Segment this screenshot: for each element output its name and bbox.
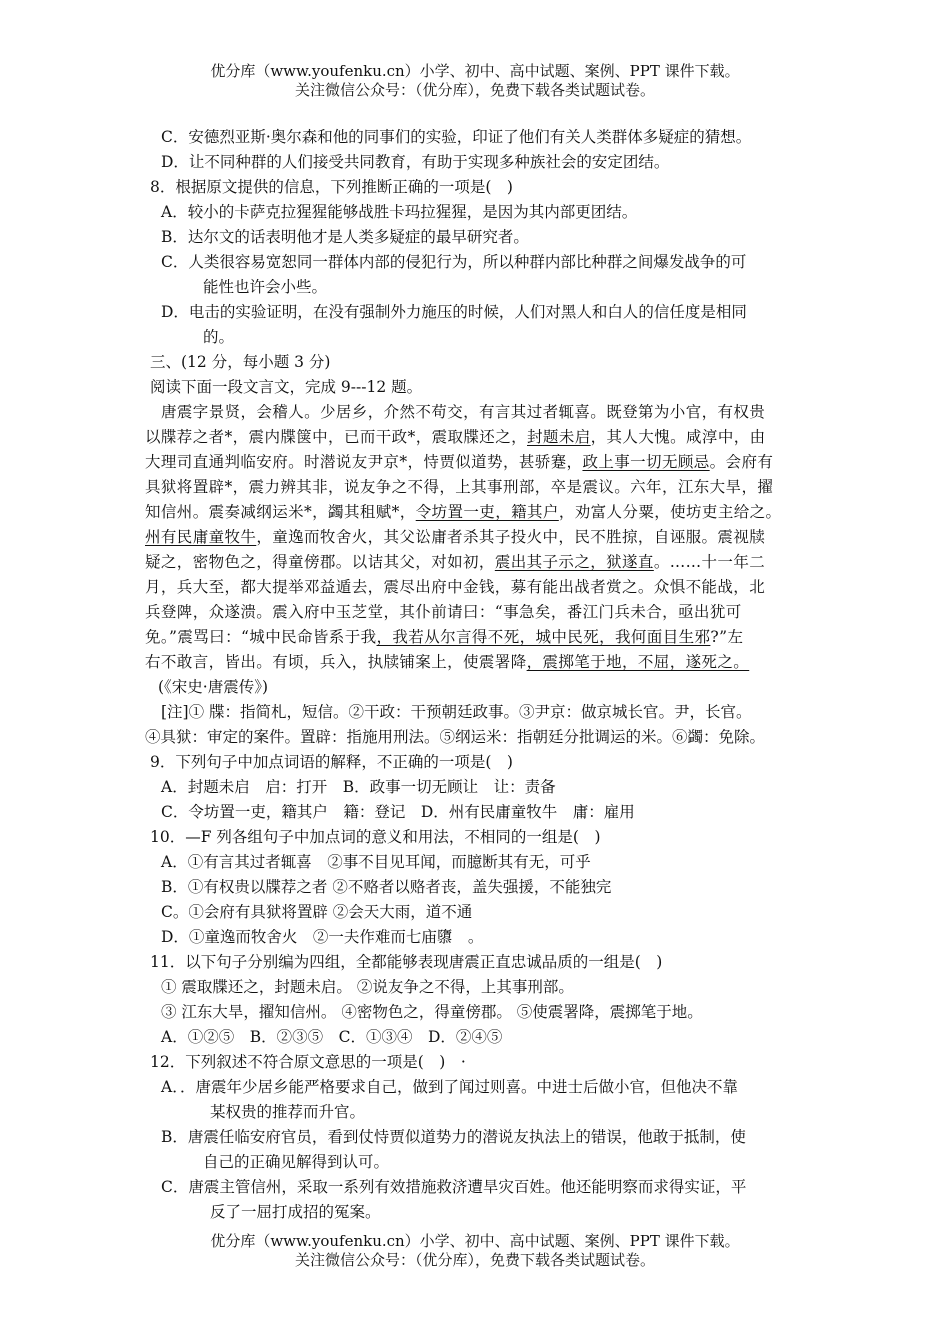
q12-option-a-line2: 某权贵的推荐而升官。 bbox=[210, 1103, 366, 1121]
q12-option-a-line1: A．．唐震年少居乡能严格要求自己，做到了闻过则喜。中进士后做小官，但他决不靠 bbox=[161, 1078, 738, 1096]
passage-text: ，劝富人分粟，使坊吏主给之。 bbox=[558, 503, 782, 521]
passage-line-5 bbox=[145, 501, 781, 523]
q9-options-ab: A．封题未启 启：打开 B．政事一切无顾让 让：责备 bbox=[161, 778, 556, 796]
footer-line-1: 优分库（www.youfenku.cn）小学、初中、高中试题、案例、PPT 课件下载。 bbox=[210, 1232, 740, 1250]
passage-text: 。会府有 bbox=[709, 453, 774, 471]
section-3-title: 三、(12 分，每小题 3 分) bbox=[150, 353, 331, 371]
q8-stem: 8．根据原文提供的信息，下列推断正确的一项是( ) bbox=[150, 178, 513, 196]
q8-option-c-line2: 能性也许会小些。 bbox=[203, 278, 328, 296]
q10-option-c: C。①会府有具狱将置辟 ②会天大雨，道不通 bbox=[161, 903, 473, 921]
passage-text: 右不敢言，皆出。有顷，兵入，执牍铺案上，使震署降 bbox=[145, 653, 527, 671]
passage-note-1: [注]① 牒：指简札，短信。②干政：干预朝廷政事。③尹京：做京城长官。尹，长官。 bbox=[161, 703, 752, 721]
q10-option-a: A．①有言其过者辄喜 ②事不目见耳闻，而臆断其有无，可乎 bbox=[161, 853, 591, 871]
passage-text: 免。”震骂曰：“城中民命皆系于我 bbox=[145, 628, 377, 646]
q8-option-d-line2: 的。 bbox=[203, 328, 235, 346]
underlined-phrase: ，我若从尔言得不死，城中民死，我何面目生邪 bbox=[376, 628, 711, 646]
header-line-2: 关注微信公众号：（优分库），免费下载各类试题试卷。 bbox=[294, 81, 655, 99]
q12-option-b-line2: 自己的正确见解得到认可。 bbox=[203, 1153, 390, 1171]
passage-line-7 bbox=[145, 551, 765, 573]
passage-line-3 bbox=[145, 451, 773, 473]
passage-line-8: 月，兵大至，都大提举邓益遁去，震尽出府中金钱，募有能出战者赏之。众惧不能战，北 bbox=[145, 578, 766, 596]
underlined-phrase: 震出其子示之，狱遂直 bbox=[494, 553, 654, 571]
passage-text: 大理司直通判临安府。时潜说友尹京*，恃贾似道势，甚骄蹇， bbox=[145, 453, 583, 471]
q12-option-c-line1: C．唐震主管信州，采取一系列有效措施救济遭旱灾百姓。他还能明察而求得实证，平 bbox=[161, 1178, 747, 1196]
q8-option-c-line1: C．人类很容易宽恕同一群体内部的侵犯行为，所以种群内部比种群之间爆发战争的可 bbox=[161, 253, 747, 271]
passage-note-2: ④具狱：审定的案件。置辟：指施用刑法。⑤纲运米：指朝廷分批调运的米。⑥蠲：免除。 bbox=[145, 728, 766, 746]
passage-text: ，童逸而牧舍火，其父讼庸者杀其子投火中，民不胜掠，自诬服。震视牍 bbox=[256, 528, 766, 546]
passage-line-6 bbox=[145, 526, 765, 548]
page-header bbox=[0, 62, 950, 100]
q12-option-b-line1: B．唐震任临安府官员，看到仗恃贾似道势力的潜说友执法上的错误，他敢于抵制，使 bbox=[161, 1128, 746, 1146]
q8-option-a: A．较小的卡萨克拉猩猩能够战胜卡玛拉猩猩，是因为其内部更团结。 bbox=[161, 203, 638, 221]
underlined-phrase: 州有民庸童牧牛 bbox=[145, 528, 257, 546]
q8-option-d-line1: D．电击的实验证明，在没有强制外力施压的时候，人们对黑人和白人的信任度是相同 bbox=[161, 303, 747, 321]
page-footer bbox=[0, 1232, 950, 1270]
q9-options-cd: C．令坊置一吏，籍其户 籍：登记 D．州有民庸童牧牛 庸：雇用 bbox=[161, 803, 635, 821]
q8-option-b: B．达尔文的话表明他才是人类多疑症的最早研究者。 bbox=[161, 228, 529, 246]
underlined-phrase: 令坊置一吏，籍其户 bbox=[415, 503, 559, 521]
q7-option-c: C．安德烈亚斯·奥尔森和他的同事们的实验，印证了他们有关人类群体多疑症的猜想。 bbox=[161, 128, 752, 146]
q11-options: A．①②⑤ B．②③⑤ C．①③④ D．②④⑤ bbox=[161, 1028, 503, 1046]
q10-option-d: D．①童逸而牧舍火 ②一夫作难而七庙隳 。 bbox=[161, 928, 484, 946]
q12-option-c-line2: 反了一屈打成招的冤案。 bbox=[210, 1203, 381, 1221]
q11-row-1: ① 震取牒还之，封题未启。 ②说友争之不得，上其事刑部。 bbox=[161, 978, 574, 996]
passage-text: 。……十一年二 bbox=[653, 553, 766, 571]
passage-source: (《宋史·唐震传》) bbox=[158, 678, 269, 696]
passage-line-11 bbox=[145, 651, 749, 673]
q11-row-2: ③ 江东大旱，擢知信州。 ④密物色之，得童傍郡。 ⑤使震署降，震掷笔于地。 bbox=[161, 1003, 703, 1021]
passage-text: ?”左 bbox=[710, 628, 744, 646]
passage-line-10 bbox=[145, 626, 743, 648]
q10-option-b: B．①有权贵以牒荐之者 ②不赂者以赂者丧，盖失强援，不能独完 bbox=[161, 878, 612, 896]
q11-stem: 11．以下句子分别编为四组，全都能够表现唐震正直忠诚品质的一组是( ) bbox=[150, 953, 663, 971]
underlined-phrase: ，震掷笔于地，不屈，遂死之。 bbox=[526, 653, 750, 671]
q12-stem: 12．下列叙述不符合原文意思的一项是( ) · bbox=[150, 1053, 466, 1071]
underlined-phrase: 封题未启 bbox=[527, 428, 591, 446]
passage-line-9: 兵登陴，众遂溃。震入府中玉芝堂，其仆前请曰：“事急矣，番江门兵未合，亟出犹可 bbox=[145, 603, 742, 621]
passage-text: 疑之，密物色之，得童傍郡。以诘其父，对如初， bbox=[145, 553, 495, 571]
footer-line-2: 关注微信公众号：（优分库），免费下载各类试题试卷。 bbox=[294, 1251, 655, 1269]
q7-option-d: D．让不同种群的人们接受共同教育，有助于实现多种族社会的安定团结。 bbox=[161, 153, 670, 171]
q10-stem: 10．—F 列各组句子中加点词的意义和用法，不相同的一组是( ) bbox=[150, 828, 601, 846]
passage-line-4: 具狱将置辟*，震力辨其非，说友争之不得，上其事刑部，卒是震议。六年，江东大旱，擢 bbox=[145, 478, 774, 496]
section-3-instruction: 阅读下面一段文言文，完成 9---12 题。 bbox=[150, 378, 423, 396]
passage-line-1: 唐震字景贤，会稽人。少居乡，介然不苟交，有言其过者辄喜。既登第为小官，有权贵 bbox=[161, 403, 766, 421]
underlined-phrase: 政上事一切无顾忌 bbox=[582, 453, 710, 471]
q9-stem: 9．下列句子中加点词语的解释，不正确的一项是( ) bbox=[150, 753, 513, 771]
passage-text: 知信州。震奏减纲运米*，蠲其租赋*， bbox=[145, 503, 416, 521]
passage-text: ，其人大愧。咸淳中，由 bbox=[590, 428, 766, 446]
header-line-1: 优分库（www.youfenku.cn）小学、初中、高中试题、案例、PPT 课件下载。 bbox=[210, 62, 740, 80]
passage-line-2 bbox=[145, 426, 766, 448]
passage-text: 以牒荐之者*，震内牒箧中，已而干政*，震取牒还之， bbox=[145, 428, 528, 446]
